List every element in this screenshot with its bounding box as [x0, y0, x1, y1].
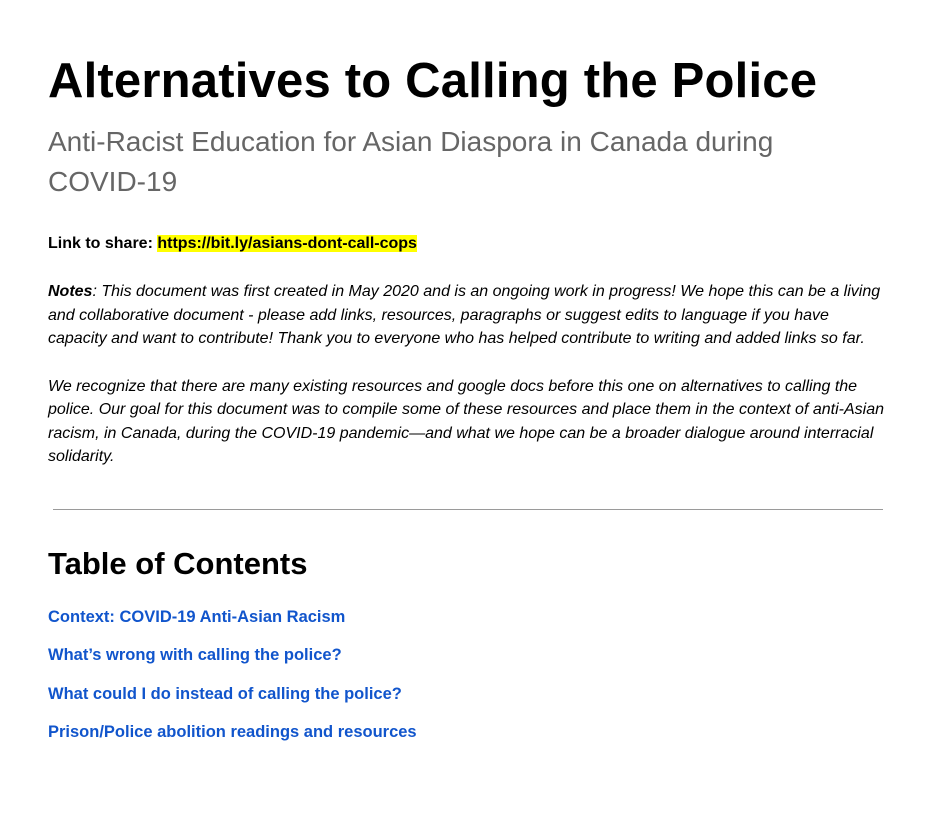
document-subtitle: Anti-Racist Education for Asian Diaspora in Canada during COVID-19	[48, 126, 774, 197]
share-label: Link to share:	[48, 235, 158, 252]
notes-paragraph	[48, 280, 888, 351]
toc-link-what-instead[interactable]: What could I do instead of calling the police?	[48, 684, 402, 703]
toc-item	[48, 683, 880, 706]
document-title: Alternatives to Calling the Police	[48, 54, 818, 108]
intro-paragraph: We recognize that there are many existing resources and google docs before this one on alternatives to calling the police. Our goal for this document was to compile some of these resources and place them in the context of anti-Asian racism, in Canada, during the COVID-19 pandemic—and what we hope can be a broader dialogue around interracial solidarity.	[48, 377, 884, 465]
share-line	[48, 232, 880, 256]
toc-link-context[interactable]: Context: COVID-19 Anti-Asian Racism	[48, 607, 346, 626]
notes-text: : This document was first created in May 2020 and is an ongoing work in progress! We hope this can be a living and collaborative document - please add links, resources, paragraphs or suggest edits to language if you have capacity and want to contribute! Thank you to everyone who has helped contribute to writing and added links so far.	[48, 283, 881, 347]
toc-item	[48, 644, 880, 667]
section-divider	[53, 509, 883, 510]
toc-item	[48, 721, 880, 744]
share-link[interactable]: https://bit.ly/asians-dont-call-cops	[157, 235, 417, 252]
notes-label: Notes	[48, 283, 93, 300]
toc-link-abolition-readings[interactable]: Prison/Police abolition readings and resources	[48, 723, 417, 741]
toc-item	[48, 606, 880, 629]
toc-link-whats-wrong[interactable]: What’s wrong with calling the police?	[48, 646, 342, 664]
toc-list	[48, 606, 880, 745]
toc-heading: Table of Contents	[48, 545, 308, 581]
